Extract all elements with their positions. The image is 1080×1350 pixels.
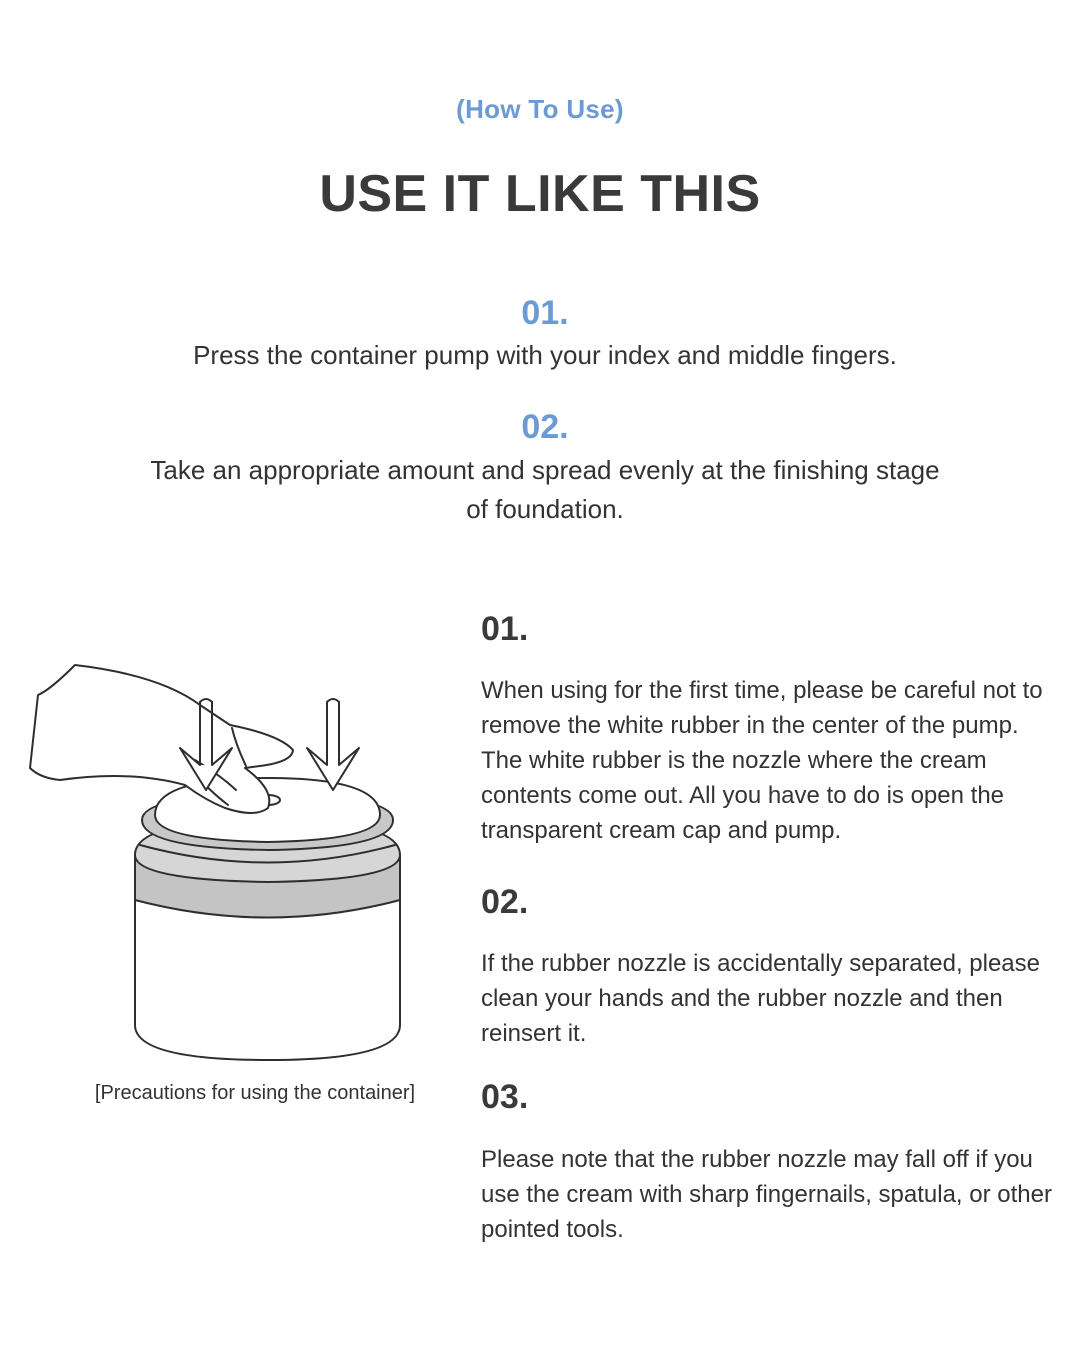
precaution-text-2: If the rubber nozzle is accidentally separated, please clean your hands and the rubber nozzle and then reinsert it. <box>481 950 1040 1047</box>
step-text-1: Press the container pump with your index and middle fingers. <box>193 340 897 370</box>
step-text-2: Take an appropriate amount and spread evenly at the finishing stage of foundation. <box>150 455 940 524</box>
precaution-text-1: When using for the first time, please be careful not to remove the white rubber in the center of the pump. The white rubber is the nozzle where the cream contents come out. All you have to do is open the transparent cream cap and pump. <box>481 677 1043 844</box>
hand-pressing-pump-jar-illustration <box>20 650 420 1070</box>
precaution-text-3: Please note that the rubber nozzle may fall off if you use the cream with sharp fingernails, spatula, or other pointed tools. <box>481 1146 1052 1243</box>
step-number-1: 01. <box>521 294 569 332</box>
precaution-number-2: 02. <box>481 883 529 921</box>
precaution-number-3: 03. <box>481 1078 529 1116</box>
page-title: USE IT LIKE THIS <box>319 165 761 223</box>
precaution-number-1: 01. <box>481 610 529 648</box>
eyebrow-label: (How To Use) <box>456 94 624 124</box>
step-number-2: 02. <box>521 408 569 446</box>
illustration-caption: [Precautions for using the container] <box>94 1082 416 1104</box>
